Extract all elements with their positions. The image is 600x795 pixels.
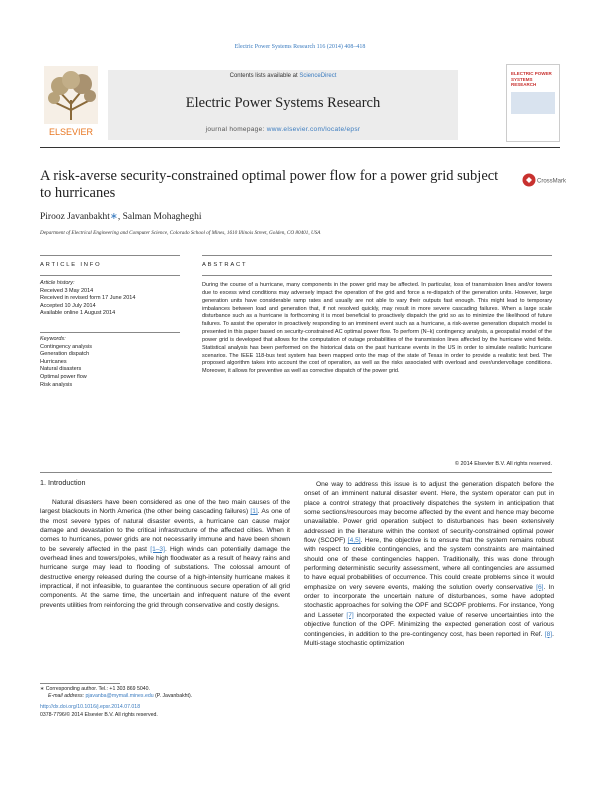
author-email-link[interactable]: pjavanba@mymail.mines.edu (85, 693, 154, 700)
elsevier-logo (40, 64, 104, 140)
sciencedirect-link[interactable]: ScienceDirect (299, 73, 337, 79)
article-history: Article history: Received 3 May 2014 Received in revised form 17 June 2014 Accepted 10 July 2014 Available online 1 August 2014 (40, 280, 136, 317)
article-authors: Pirooz Javanbakht∗, Salman Mohagheghi (40, 212, 202, 222)
cover-image (511, 92, 555, 114)
abstract-heading: ABSTRACT (202, 262, 248, 268)
keyword: Optimal power flow (40, 373, 87, 380)
divider (202, 275, 552, 276)
citation-link[interactable]: [8] (544, 630, 553, 638)
divider (40, 332, 180, 333)
crossmark-badge[interactable] (522, 170, 567, 190)
divider (40, 255, 180, 256)
journal-masthead (108, 70, 458, 140)
journal-title: Electric Power Systems Research (185, 95, 381, 111)
divider (40, 472, 552, 473)
journal-header (40, 64, 560, 148)
keyword: Contingency analysis (40, 343, 92, 350)
article-title: A risk-averse security-constrained optimal power flow for a power grid subject to hurricanes (40, 168, 499, 201)
journal-reference: Electric Power Systems Research 116 (2014) 408–418 (234, 44, 366, 50)
contents-line: Contents lists available at ScienceDirect (229, 73, 337, 79)
citation-link[interactable]: [6] (536, 583, 544, 591)
keyword: Generation dispatch (40, 351, 90, 358)
journal-homepage: journal homepage: www.elsevier.com/locate/epsr (205, 126, 361, 133)
abstract-text: During the course of a hurricane, many components in the power grid may be affected. In particular, loss of transmission lines and/or towers due to excess wind conditions may adversely impact the operation of the grid and force a re-dispatch of the generation units. However, large generation units have considerable ramp rates and usually are not able to vary their outputs fast enough. This might lead to temporary imbalances between load and generation that, if not resolved quickly, may result in more severe cascading failures. When a large scale disturbance such as a hurricane is forthcoming it is most beneficial to proactively dispatch the grid so as to minimize the likelihood of future failures. To assist the operator in proactively responding to an imminent event such as a hurricane, a risk-averse generation dispatch model is presented in this paper based on security-constrained AC optimal power flow. To perform (N−k) contingency analysis, a geospatial model of the power grid is developed that allows for the computation of outage probabilities of the transmission lines affected by the hurricane wind fields. Statistical analysis has been performed on the historical data on the past hurricane events in the US in order to simulate realistic hurricane scenarios. The IEEE 118-bus test system has been mapped onto the map of the state of Texas in order to provide a realistic test bed. The proposed algorithm takes into account the cost of operation, as well as the risks associated with overload and over/undervoltage conditions. Moreover, it allows for preventive as well as corrective dispatch of the power grid. (202, 282, 552, 375)
author-affiliation: Department of Electrical Engineering and Computer Science, Colorado School of Mines, 1610 Illinois Street, Golden, CO 80401, USA (40, 230, 321, 236)
divider (202, 255, 552, 256)
keyword: Hurricanes (40, 358, 67, 365)
homepage-link[interactable]: www.elsevier.com/locate/epsr (266, 126, 361, 133)
citation-link[interactable]: [1] (250, 508, 258, 516)
divider (40, 275, 180, 276)
citation-link[interactable]: [7] (346, 611, 354, 619)
cover-title: ELECTRIC POWER SYSTEMS RESEARCH (511, 71, 552, 87)
abstract-copyright: © 2014 Elsevier B.V. All rights reserved. (454, 461, 552, 467)
journal-cover (506, 64, 560, 142)
crossmark-label: CrossMark (537, 178, 567, 185)
intro-left-column: Natural disasters have been considered as one of the two main causes of the largest blackouts in North America (the other being cascading failures) [1]. As one of the most severe types of natural disaster events, a hurricane can cause major damage and devastation to the critical infrastructure of the affected cities. When it comes to hurricanes, power grids are not necessarily immune and have been shown to be severely affected in the past [1–3]. High winds can potentially damage the overhead lines and towers/poles, while high floodwater as a result of heavy rains and hurricane surge may lead to flooding of substations. The colossal amount of destructive energy released during the course of a high-intensity hurricane makes it impractical, if not infeasible, to guarantee the continuous secure operation of all grid components. At the same time, the uncertain and infrequent nature of the event prevents utilities from reinforcing the grid through conservative and costly designs. (40, 499, 291, 609)
corresponding-author-mark[interactable]: ∗ (109, 212, 118, 222)
citation-link[interactable]: [1–3] (150, 545, 165, 553)
section-heading: 1. Introduction (40, 478, 86, 487)
keyword: Natural disasters (40, 366, 82, 373)
elsevier-wordmark: ELSEVIER (48, 127, 94, 137)
keyword: Risk analysis (40, 381, 73, 388)
keywords: Keywords: Contingency analysis Generation dispatch Hurricanes Natural disasters Optimal power flow Risk analysis (40, 336, 180, 389)
article-info-heading: ARTICLE INFO (40, 262, 102, 268)
citation-link[interactable]: [4,5] (347, 537, 361, 545)
footnote-divider (40, 683, 120, 684)
footnotes: ∗ Corresponding author. Tel.: +1 303 869 5040. E-mail address: pjavanba@mymail.mines.edu (P. Javanbakht). http://dx.doi.org/10.1016/j.epsr.2014.07.018 0378-7796/© 2014 Elsevier B.V. All rights reserved. (40, 686, 193, 718)
doi-link[interactable]: http://dx.doi.org/10.1016/j.epsr.2014.07.018 (40, 704, 141, 711)
intro-right-column: One way to address this issue is to adjust the generation dispatch before the onset of an imminent natural disaster event. Here, the system operator can put in place a control strategy that proactively dispatches the system in anticipation that some sections/resources may become affected by the event and hence may become unavailable. Power grid operation subject to disturbances has been extensively addressed in the literature within the context of security-constrained optimal power flow (SCOPF) [4,5]. Here, the objective is to ensure that the system remains robust with respect to credible contingencies, and the system constraints are maintained should one of these contingencies happen. Traditionally, this was done through performing deterministic security assessment, where all contingencies are assumed to have equal probabilities of occurrence. This could create problems since it would emphasize on very severe events, making the solution overly conservative [6]. In order to incorporate the uncertain nature of disturbances, some have adopted stochastic approaches for solving the OPF and SCOPF problems. For instance, Yong and Lasseter [7] incorporated the expected value of reserve uncertainties into the objective function of the OPF. Minimizing the expected generation cost of various contingencies, in addition to the pre-contingency cost, has been reported in Ref. [8]. Multi-stage stochastic optimization (304, 481, 555, 647)
